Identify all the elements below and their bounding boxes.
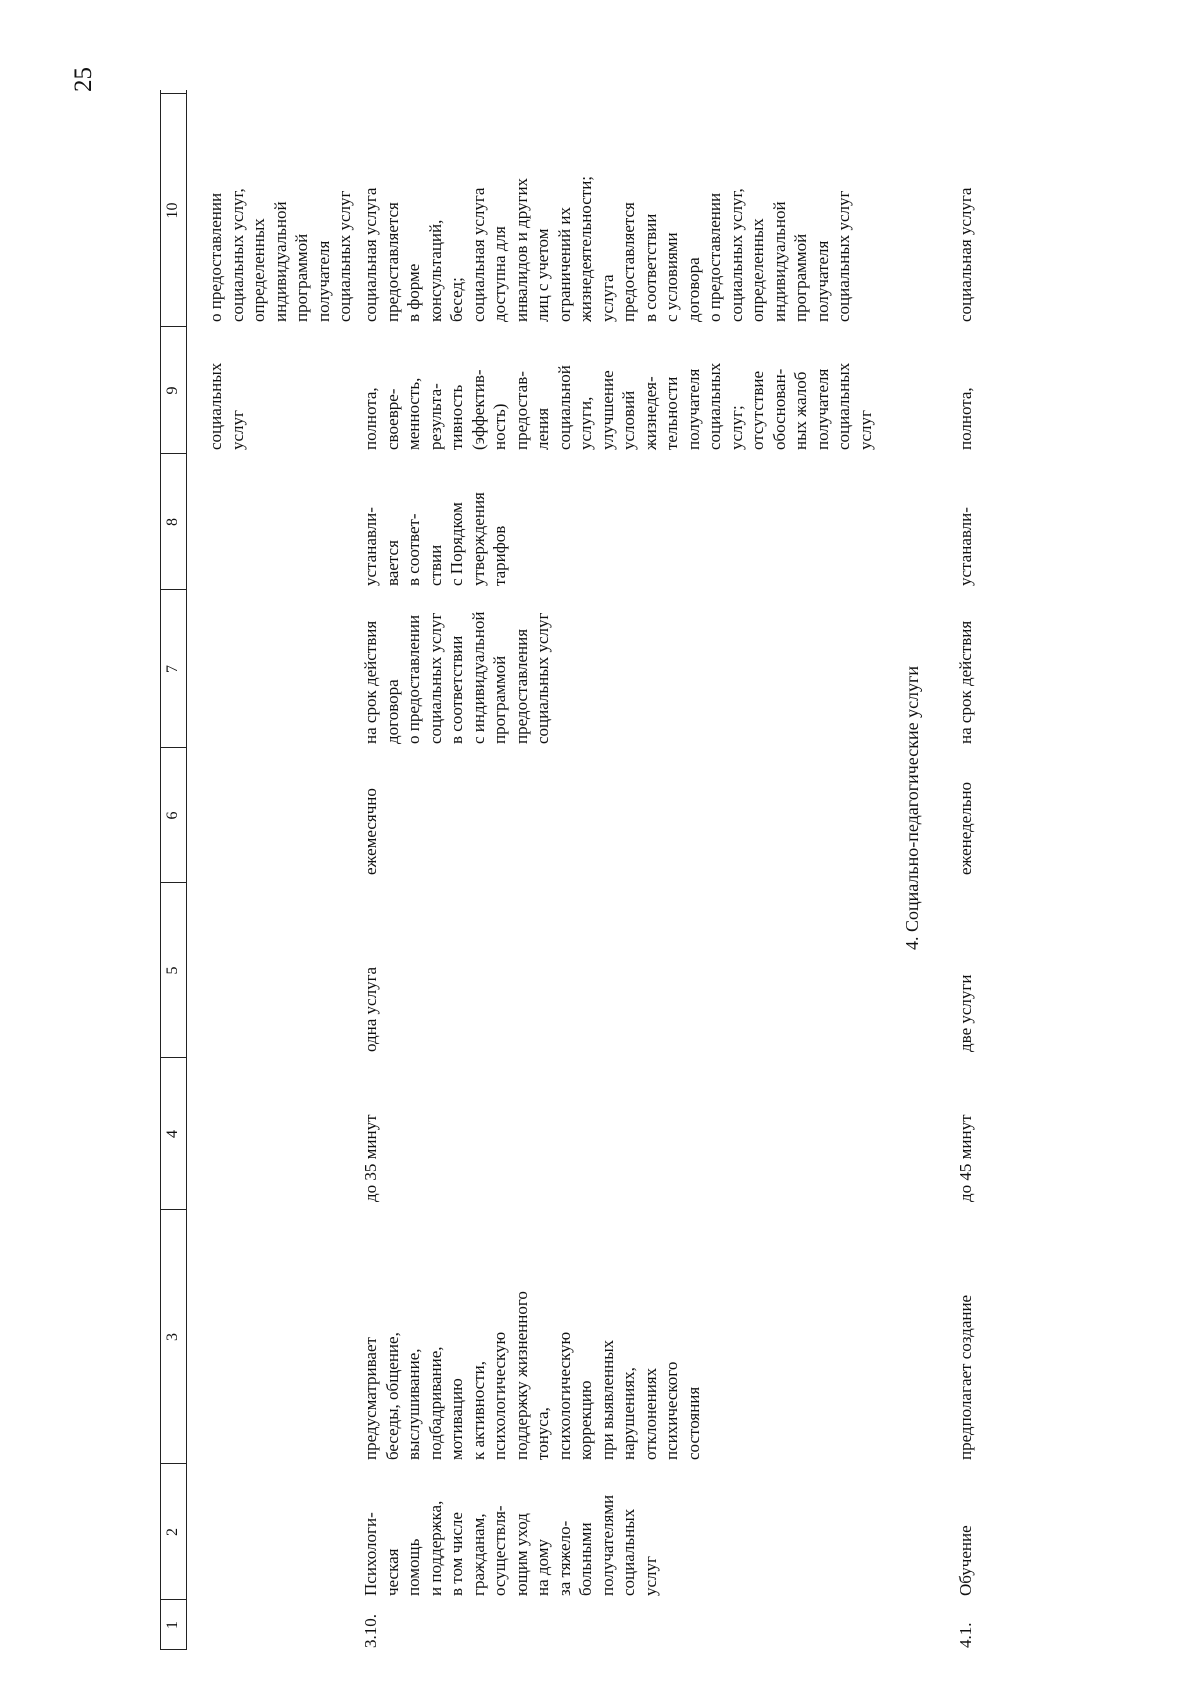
header-col-5: 5 (164, 966, 181, 975)
section-4-title: 4. Социально-педагогические услуги (902, 665, 922, 950)
continuation-col9: социальных услуг (206, 362, 247, 450)
row-4-1-description: предполагает создание (956, 1294, 975, 1460)
row-3-10-quality: полнота, своевре- менность, результа- тивность (эффектив- ность) предостав- ления социальной услуги, улучшение условий жизнедея- тельности получателя социальных услуг; отсутствие обоснован- ных жалоб получателя социальных услуг (361, 362, 875, 450)
row-4-1-time: до 45 минут (956, 1114, 975, 1202)
header-col-9: 9 (164, 386, 181, 395)
header-col-7: 7 (164, 665, 181, 673)
row-3-10-time: до 35 минут (361, 1114, 380, 1202)
row-3-10-conditions: социальная услуга предоставляется в форме консультаций, бесед; социальная услуга доступна для инвалидов и других лиц с учетом ограничений их жизнедеятельности; услуга предоставляется в соответствии с условиями договора о предоставлении социальных услуг, определенных индивидуальной программой получателя социальных услуг (361, 175, 853, 322)
header-col-2: 2 (164, 1528, 181, 1536)
page-number: 25 (70, 67, 97, 92)
row-3-10-description: предусматривает беседы, общение, выслушивание, подбадривание, мотивацию к активности, психологическую поддержку жизненного тонуса, психологическую коррекцию при выявленных нарушениях, отклонениях психического состояния (361, 1291, 703, 1460)
header-col-10: 10 (164, 202, 181, 219)
header-col-8: 8 (164, 518, 181, 526)
row-3-10-term: на срок действия договора о предоставлении социальных услуг в соответствии с индивидуальной программой предоставления социальных услуг (361, 611, 552, 744)
rotated-table (160, 90, 1060, 1650)
row-4-1-term: на срок действия (956, 620, 975, 744)
row-3-10-number: 3.10. (361, 1614, 380, 1648)
header-bottom-border (186, 90, 187, 1650)
header-col-1: 1 (164, 1621, 181, 1629)
row-4-1-name: Обучение (956, 1525, 975, 1596)
row-4-1-number: 4.1. (956, 1622, 975, 1648)
continuation-col10: о предоставлении социальных услуг, определенных индивидуальной программой получателя социальных услуг (206, 188, 354, 322)
header-col-6: 6 (164, 811, 181, 820)
row-4-1-quality: полнота, (956, 387, 975, 450)
row-3-10-frequency: ежемесячно (361, 788, 380, 875)
row-3-10-name: Психологи- ческая помощь и поддержка, в том числе гражданам, осуществля- ющим уход на дому за тяжело- больными получателями социальных услуг (361, 1494, 660, 1596)
row-3-10-unit: одна услуга (361, 966, 380, 1052)
header-col-4: 4 (164, 1130, 181, 1138)
row-4-1-unit: две услуги (956, 974, 975, 1052)
row-4-1-frequency: еженедельно (956, 781, 975, 875)
row-3-10-tariff: устанавли- вается в соответ- ствии с Порядком утверждения тарифов (361, 492, 509, 586)
header-col-3: 3 (164, 1333, 181, 1341)
row-4-1-conditions: социальная услуга (956, 187, 975, 322)
row-4-1-tariff: устанавли- (956, 507, 975, 586)
